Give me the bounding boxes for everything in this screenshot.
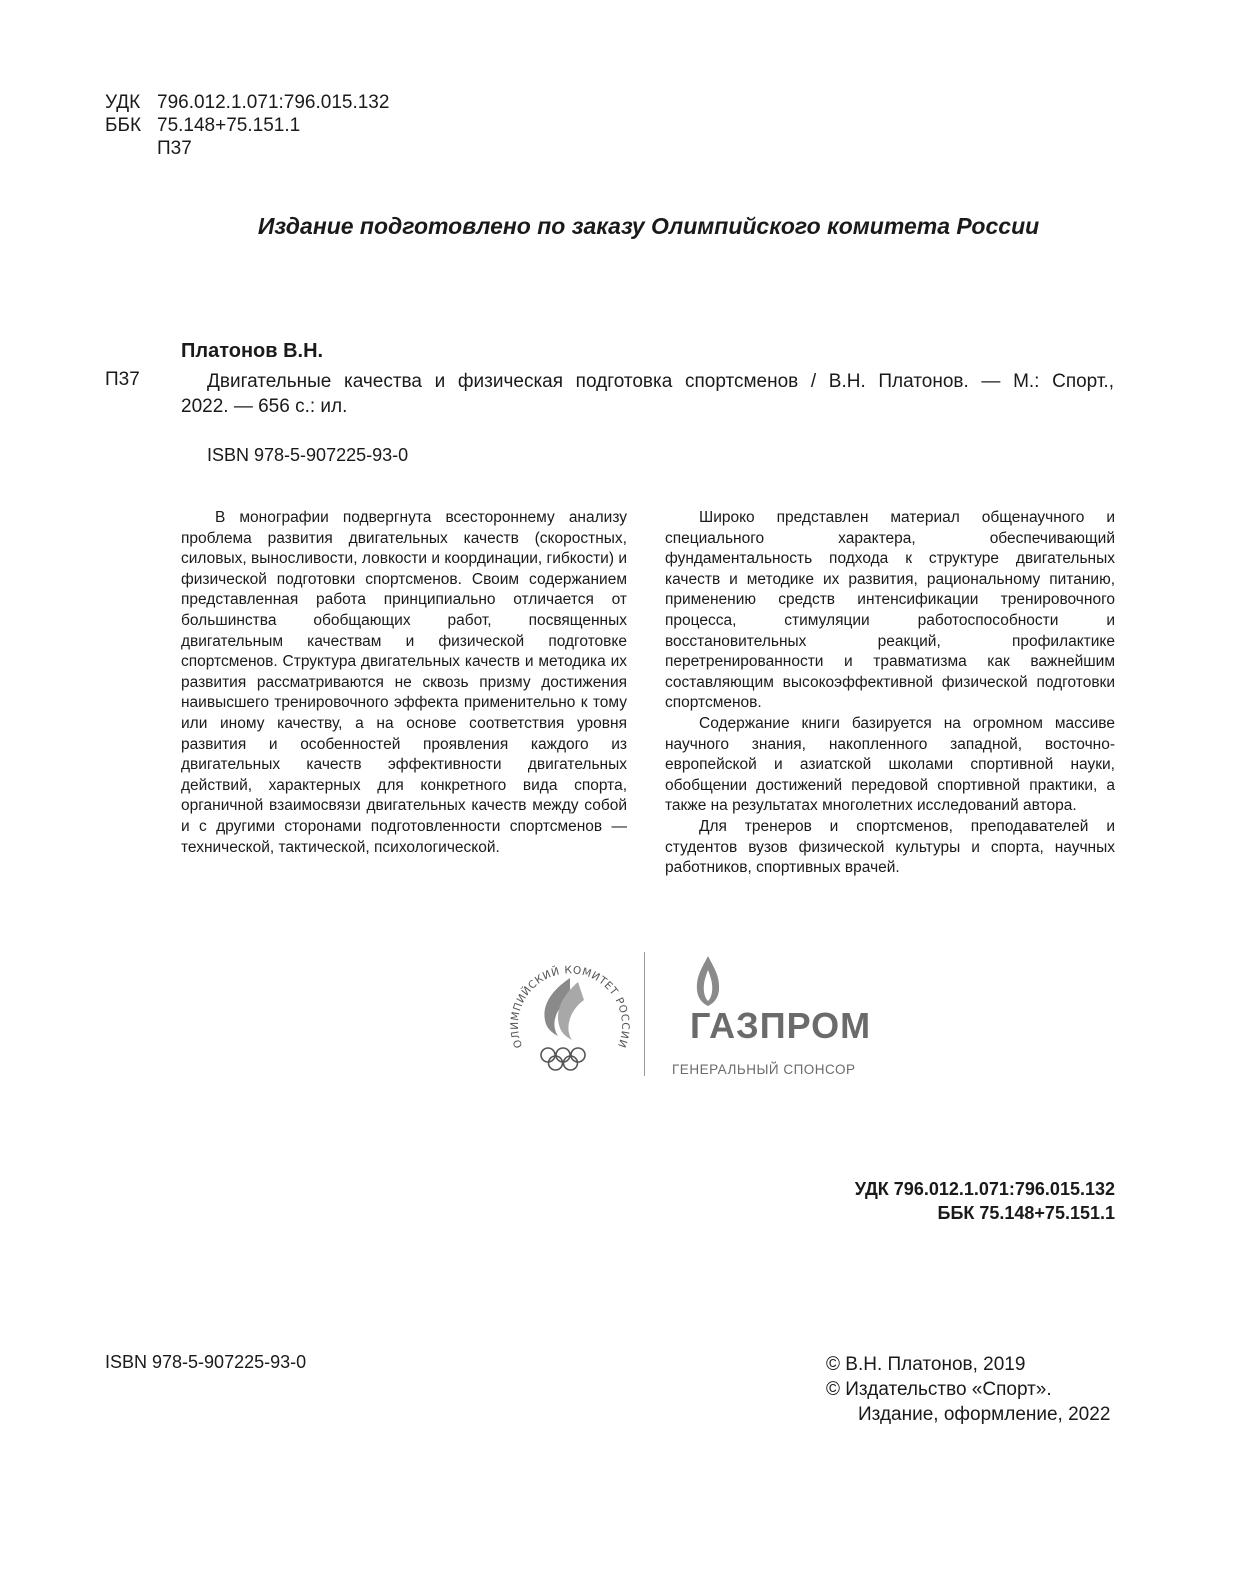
- bbk-label: ББК: [105, 115, 142, 136]
- bbk-bottom: ББК 75.148+75.151.1: [937, 1203, 1115, 1223]
- bib-author-mark: П37: [105, 369, 140, 390]
- copyright-edition: Издание, оформление, 2022: [858, 1404, 1111, 1425]
- bib-line-1: Двигательные качества и физическая подготовка спортсменов / В.Н. Платонов. — М.: Спорт.,: [207, 371, 1114, 392]
- logo-divider: [644, 952, 645, 1076]
- author-name: Платонов В.Н.: [181, 340, 324, 362]
- publication-note: Издание подготовлено по заказу Олимпийского комитета России: [257, 213, 1040, 239]
- author-mark: П37: [157, 138, 192, 159]
- udk-label: УДК: [105, 92, 141, 113]
- olympic-rings-icon: [541, 1048, 585, 1070]
- olympic-logo-text: ОЛИМПИЙСКИЙ КОМИТЕТ РОССИИ: [508, 964, 632, 1050]
- annotation-paragraph: Для тренеров и спортсменов, преподавателей и студентов вузов физической культуры и спорта, научных работников, спортивных врачей.: [665, 817, 1115, 877]
- bibliographic-description: [181, 369, 1114, 419]
- copyright-block: [826, 1352, 1110, 1427]
- bib-line-2: 2022. — 656 с.: ил.: [181, 396, 348, 417]
- annotation-paragraph: Широко представлен материал общенаучного и специального характера, обеспечивающий фундаментальность подхода к структуре двигательных качеств и методике их развития, рациональному питанию, применению средств интенсификации тренировочного процесса, стимуляции работоспособности и восстановительных реакций, профилактике перетренированности и травматизма как важнейшим составляющим высокоэффективной физической подготовки спортсменов.: [665, 509, 1115, 712]
- gazprom-sponsor-caption: ГЕНЕРАЛЬНЫЙ СПОНСОР: [672, 1062, 856, 1077]
- classification-codes-bottom: [760, 1177, 1115, 1225]
- copyright-author: © В.Н. Платонов, 2019: [826, 1354, 1026, 1375]
- olympic-committee-logo: [500, 948, 640, 1083]
- bbk-value: 75.148+75.151.1: [157, 115, 301, 136]
- isbn-bottom: ISBN 978-5-907225-93-0: [105, 1352, 307, 1372]
- isbn-top: ISBN 978-5-907225-93-0: [207, 445, 409, 465]
- udk-value: 796.012.1.071:796.015.132: [157, 92, 390, 113]
- annotation-paragraph: Содержание книги базируется на огромном массиве научного знания, накопленного западной, восточно-европейской и азиатской школами спортивной науки, обобщении достижений передовой спортивной практики, а также на результатах многолетних исследований автора.: [665, 714, 1115, 815]
- annotation-left-column: [181, 508, 627, 858]
- udk-bottom: УДК 796.012.1.071:796.015.132: [854, 1179, 1115, 1199]
- annotation-right-column: [665, 508, 1115, 879]
- annotation-paragraph: В монографии подвергнута всестороннему анализу проблема развития двигательных качеств (скоростных, силовых, выносливости, ловкости и координации, гибкости) и физической подготовки спортсменов. Своим содержанием представленная работа принципиально отличается от большинства обобщающих работ, посвященных двигательным качествам и физической подготовке спортсменов. Структура двигательных качеств и методика их развития рассматриваются не сквозь призму достижения наивысшего тренировочного эффекта применительно к тому или иному качеству, а на основе соответствия уровня развития и особенностей проявления каждого из двигательных качеств эффективности двигательных действий, характерных для конкретного вида спорта, органичной взаимосвязи двигательных качеств между собой и с другими сторонами подготовленности спортсменов — технической, тактической, психологической.: [181, 509, 627, 856]
- classification-codes: [105, 91, 389, 160]
- copyright-publisher: © Издательство «Спорт».: [826, 1379, 1052, 1400]
- gazprom-wordmark: ГАЗПРОМ: [690, 1005, 872, 1046]
